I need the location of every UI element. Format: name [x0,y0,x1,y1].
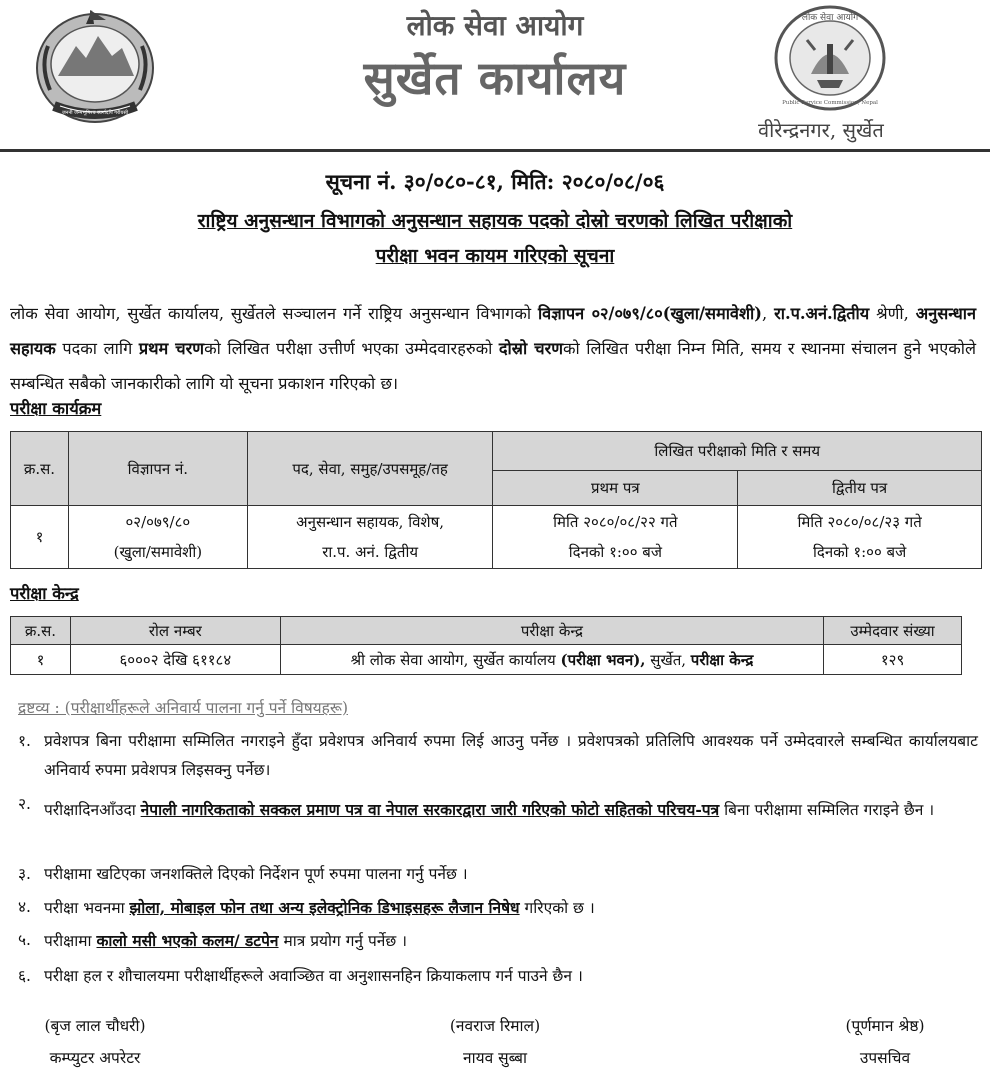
col-advertisement-header: विज्ञापन नं. [68,432,247,506]
exam-schedule-table [10,431,982,569]
notice-number: सूचना नं. ३०/०८०-८१, मिति: २०८०/०८/०६ [325,169,665,194]
cell-sn: १ [11,645,71,675]
list-item: १. प्रवेशपत्र बिना परीक्षामा सम्मिलित नगराइने हुँदा प्रवेशपत्र अनिवार्य रुपमा लिई आउनु पर्नेछ । प्रवेशपत्रको प्रतिलिपि आवश्यक पर्ने उम्मेदवारले सम्बन्धित कार्यालयबाट अनिवार्य रुपमा प्रवेशपत्र लिइसक्नु पर्नेछ। [18,732,978,779]
organization-name: लोक सेवा आयोग [406,9,584,42]
list-item: ५. परीक्षामा कालो मसी भएको कलम/ डटपेन मात्र प्रयोग गर्नु पर्नेछ । [18,931,408,950]
cell-roll: ६०००२ देखि ६११८४ [70,645,280,675]
svg-text:जननी जन्मभूमिश्च स्वर्गादपि गर: जननी जन्मभूमिश्च स्वर्गादपि गरीयसी [61,110,129,116]
col-centre-header: परीक्षा केन्द्र [280,617,823,645]
list-item: ४. परीक्षा भवनमा झोला, मोबाइल फोन तथा अन्य इलेक्ट्रोनिक डिभाइसहरू लैजान निषेध गरिएको छ । [18,898,595,917]
col-paper2-header: द्वितीय पत्र [738,471,982,506]
col-paper1-header: प्रथम पत्र [493,471,738,506]
header-divider [0,149,990,152]
notice-title-line1: राष्ट्रिय अनुसन्धान विभागको अनुसन्धान सहायक पदको दोस्रो चरणको लिखित परीक्षाको [197,210,793,232]
list-item: २. परीक्षादिनआँउदा नेपाली नागरिकताको सक्कल प्रमाण पत्र वा नेपाल सरकारद्वारा जारी गरिएको फोटो सहितको परिचय-पत्र बिना परीक्षामा सम्मिलित गराइने छैन । [18,795,935,819]
table-row [11,506,982,569]
psc-seal-icon [773,4,888,112]
signatory-2: (नवराज रिमाल) नायव सुब्बा [449,1017,541,1067]
cell-sn: १ [11,506,69,569]
cell-advertisement: ०२/०७९/८० (खुला/समावेशी) [68,506,247,569]
svg-text:लोक सेवा आयोग: लोक सेवा आयोग [801,13,859,23]
cell-centre: श्री लोक सेवा आयोग, सुर्खेत कार्यालय (परीक्षा भवन), सुर्खेत, परीक्षा केन्द्र [280,645,823,675]
table-row [11,645,962,675]
office-location: वीरेन्द्रनगर, सुर्खेत [758,118,884,142]
cell-count: १२९ [824,645,962,675]
exam-centre-table [10,616,962,675]
office-name: सुर्खेत कार्यालय [363,51,627,105]
cell-post: अनुसन्धान सहायक, विशेष, रा.प. अनं. द्वितीय [247,506,493,569]
cell-paper1: मिति २०८०/०८/२२ गते दिनको १:०० बजे [493,506,738,569]
notice-body-paragraph: लोक सेवा आयोग, सुर्खेत कार्यालय, सुर्खेतले सञ्चालन गर्ने राष्ट्रिय अनुसन्धान विभागको विज्ञापन ०२/०७९/८०(खुला/समावेशी), रा.प.अनं.द्वितीय श्रेणी, अनुसन्धान सहायक पदका लागि प्रथम चरणको लिखित परीक्षा उत्तीर्ण भएका उम्मेदवारहरुको दोस्रो चरणको लिखित परीक्षा निम्न मिति, समय र स्थानमा संचालन हुने भएकोले सम्बन्धित सबैको जानकारीको लागि यो सूचना प्रकाशन गरिएको छ। [10,304,977,393]
notes-heading: द्रष्टव्य : (परीक्षार्थीहरूले अनिवार्य पालना गर्नु पर्ने विषयहरू) [18,699,348,717]
svg-text:Public Service Commission, Nep: Public Service Commission, Nepal [782,100,878,106]
col-sn-header: क्र.स. [11,617,71,645]
cell-paper2: मिति २०८०/०८/२३ गते दिनको १:०० बजे [738,506,982,569]
col-sn-header: क्र.स. [11,432,69,506]
centre-heading: परीक्षा केन्द्र [10,584,79,603]
col-count-header: उम्मेदवार संख्या [824,617,962,645]
schedule-heading: परीक्षा कार्यक्रम [10,399,102,418]
signatory-1: (बृज लाल चौधरी) कम्प्युटर अपरेटर [44,1017,146,1067]
col-datetime-header: लिखित परीक्षाको मिति र समय [493,432,982,471]
notice-title-line2: परीक्षा भवन कायम गरिएको सूचना [375,245,615,267]
signatory-3: (पूर्णमान श्रेष्ठ) उपसचिव [845,1017,925,1067]
col-post-header: पद, सेवा, समुह/उपसमूह/तह [247,432,493,506]
list-item: ३. परीक्षामा खटिएका जनशक्तिले दिएको निर्देशन पूर्ण रुपमा पालना गर्नु पर्नेछ । [18,865,468,883]
list-item: ६. परीक्षा हल र शौचालयमा परीक्षार्थीहरूले अवाञ्छित वा अनुशासनहिन क्रियाकलाप गर्न पाउने छैन । [18,967,583,985]
col-roll-header: रोल नम्बर [70,617,280,645]
